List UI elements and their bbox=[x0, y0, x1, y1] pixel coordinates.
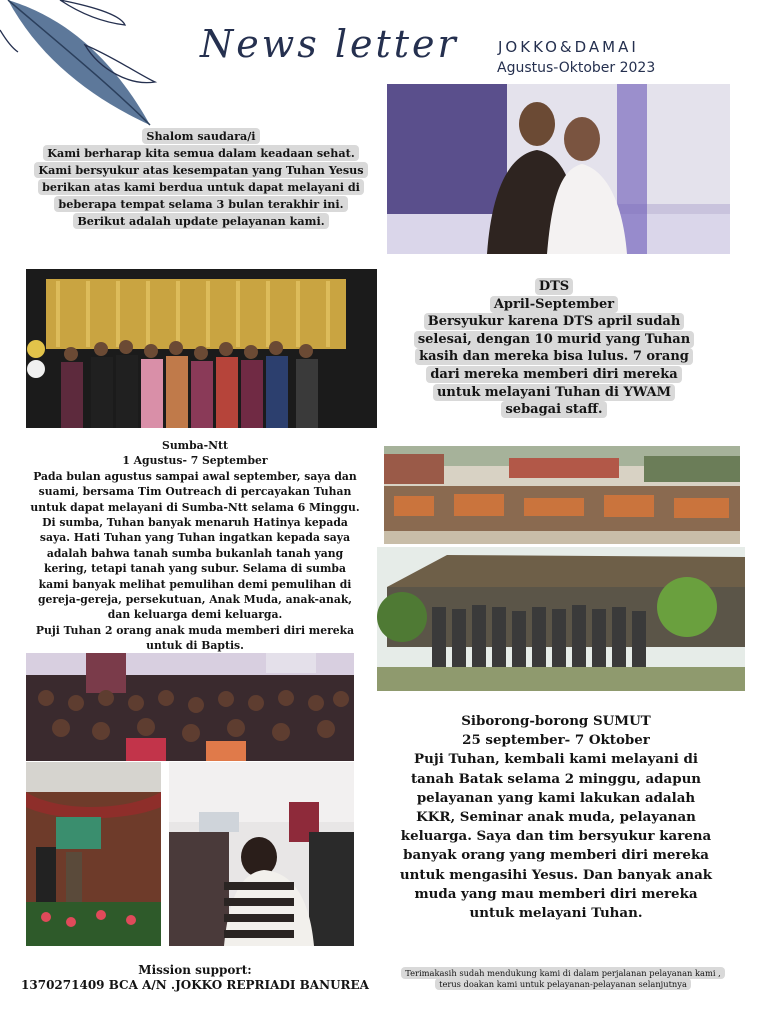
greeting-line: Kami bersyukur atas kesempatan yang Tuhan Yesus bbox=[34, 162, 367, 178]
greeting-line: berikan atas kami berdua untuk dapat melayani di bbox=[38, 179, 364, 195]
siborong-line: tanah Batak selama 2 minggu, adapun bbox=[410, 770, 702, 787]
couple-photo bbox=[387, 84, 730, 254]
dts-line: selesai, dengan 10 murid yang Tuhan bbox=[414, 331, 694, 348]
dts-line: kasih dan mereka bisa lulus. 7 orang bbox=[415, 348, 693, 365]
sumba-text bbox=[18, 438, 372, 654]
village-group-photo bbox=[384, 446, 740, 544]
mission-support bbox=[10, 963, 380, 993]
dts-line: untuk melayani Tuhan di YWAM bbox=[433, 384, 675, 401]
bank-account: 1370271409 BCA A/N .JOKKO REPRIADI BANUREA bbox=[21, 978, 369, 992]
brand-name: JOKKO&DAMAI bbox=[498, 38, 639, 56]
siborong-line: KKR, Seminar anak muda, pelayanan bbox=[416, 809, 696, 826]
siborong-dates: 25 september- 7 Oktober bbox=[462, 732, 650, 749]
sumba-line: kering, tetapi tanah yang subur. Selama di sumba bbox=[44, 562, 346, 576]
sumba-title: Sumba-Ntt bbox=[162, 439, 228, 452]
sumba-line: Pada bulan agustus sampai awal september, saya dan bbox=[33, 469, 357, 483]
thanks-note bbox=[378, 968, 748, 990]
newsletter-period: Agustus-Oktober 2023 bbox=[497, 60, 656, 76]
dts-line: Bersyukur karena DTS april sudah bbox=[424, 313, 685, 330]
sumba-line: gereja-gereja, persekutuan, Anak Muda, anak-anak, bbox=[37, 593, 353, 607]
sumba-line: untuk dapat melayani di Sumba-Ntt selama 6 Minggu. bbox=[30, 500, 360, 514]
sumba-line: kami banyak melihat pemulihan demi pemulihan di bbox=[38, 577, 352, 591]
siborong-line: keluarga. Saya dan tim bersyukur karena bbox=[400, 828, 712, 845]
sumba-line: suami, bersama Tim Outreach di percayakan Tuhan bbox=[38, 485, 352, 499]
siborong-line: muda yang mau memberi diri mereka bbox=[414, 885, 698, 902]
dts-line: sebagai staff. bbox=[501, 401, 606, 418]
mission-label: Mission support: bbox=[138, 963, 252, 977]
siborong-title: Siborong-borong SUMUT bbox=[461, 713, 651, 729]
dts-title: DTS bbox=[535, 278, 573, 295]
sumba-dates: 1 Agustus- 7 September bbox=[122, 454, 268, 468]
siborong-line: Puji Tuhan, kembali kami melayani di bbox=[414, 751, 698, 768]
siborong-line: pelayanan yang kami lakukan adalah bbox=[416, 789, 696, 806]
siborong-line: untuk melayani Tuhan. bbox=[469, 905, 643, 922]
sumba-line: Di sumba, Tuhan banyak menaruh Hatinya kepada bbox=[42, 516, 348, 530]
leaf-decoration bbox=[0, 0, 170, 130]
greeting-line: Berikut adalah update pelayanan kami. bbox=[73, 213, 328, 229]
siborong-line: banyak orang yang memberi diri mereka bbox=[403, 847, 709, 864]
sumba-line: untuk di Baptis. bbox=[146, 639, 244, 653]
dts-text bbox=[403, 278, 705, 419]
greeting-text bbox=[20, 128, 382, 230]
greeting-line: beberapa tempat selama 3 bulan terakhir ini. bbox=[54, 196, 347, 212]
dts-dates: April-September bbox=[490, 296, 618, 313]
village-hut-photo bbox=[377, 547, 745, 691]
sumba-line: dan keluarga demi keluarga. bbox=[107, 608, 283, 622]
embrace-photo bbox=[169, 762, 354, 946]
dts-graduation-photo bbox=[26, 269, 377, 428]
siborong-line: untuk mengasihi Yesus. Dan banyak anak bbox=[399, 866, 713, 883]
thanks-line: Terimakasih sudah mendukung kami di dalam perjalanan pelayanan kami , bbox=[401, 967, 725, 979]
thanks-line: terus doakan kami untuk pelayanan-pelayanan selanjutnya bbox=[435, 978, 691, 990]
sumba-line: adalah bahwa tanah sumba bukanlah tanah yang bbox=[46, 546, 344, 560]
dts-line: dari mereka memberi diri mereka bbox=[426, 366, 681, 383]
greeting-line: Kami berharap kita semua dalam keadaan sehat. bbox=[43, 145, 359, 161]
siborong-text bbox=[378, 712, 734, 923]
newsletter-title: News letter bbox=[200, 22, 459, 66]
greeting-line: Shalom saudara/i bbox=[142, 128, 259, 144]
preaching-photo bbox=[26, 762, 161, 946]
sumba-line: saya. Hati Tuhan yang Tuhan ingatkan kepada saya bbox=[39, 531, 351, 545]
congregation-photo bbox=[26, 653, 354, 761]
sumba-line: Puji Tuhan 2 orang anak muda memberi diri mereka bbox=[35, 623, 355, 637]
